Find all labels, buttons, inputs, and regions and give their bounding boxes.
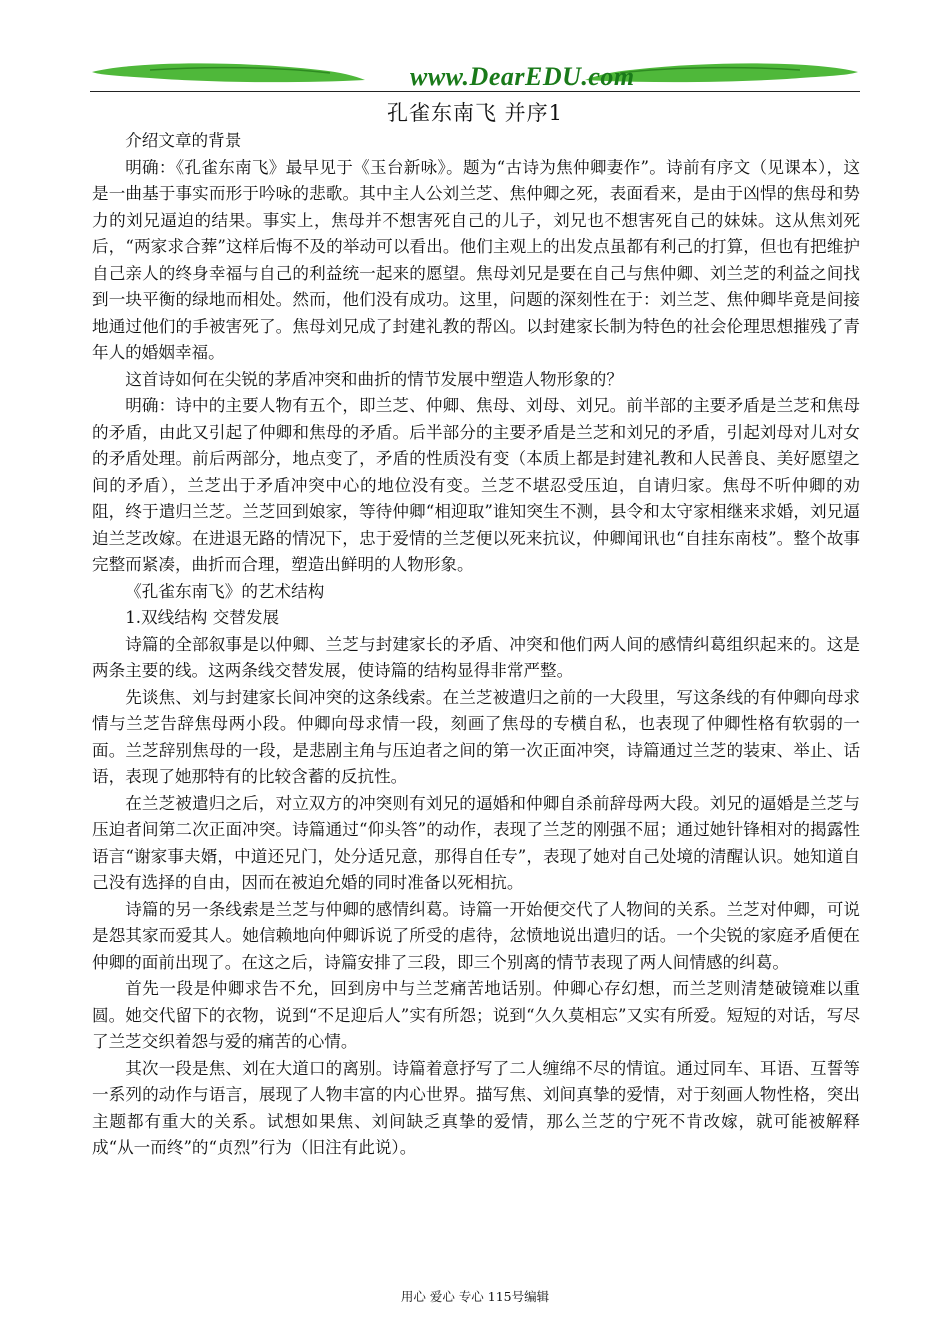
paragraph: 1.双线结构 交替发展 (125, 608, 280, 627)
paragraph: 诗篇的另一条线索是兰芝与仲卿的感情纠葛。诗篇一开始便交代了人物间的关系。兰芝对仲卿，可说是怨其家而爱其人。她信赖地向仲卿诉说了所受的虐待，忿愤地说出遣归的话。一个尖锐的家庭矛盾便在仲卿的面前出现了。在这之后，诗篇安排了三段，即三个别离的情节表现了两人间情感的纠葛。 (92, 899, 860, 972)
paragraph: 明确：《孔雀东南飞》最早见于《玉台新咏》。题为“古诗为焦仲卿妻作”。诗前有序文（见课本），这是一曲基于事实而形于吟咏的悲歌。其中主人公刘兰芝、焦仲卿之死，表面看来，是由于凶悍的焦母和势力的刘兄逼迫的结果。事实上，焦母并不想害死自己的儿子，刘兄也不想害死自己的妹妹。这从焦刘死后，“两家求合葬”这样后悔不及的举动可以看出。他们主观上的出发点虽都有利己的打算，但也有把维护自己亲人的终身幸福与自己的利益统一起来的愿望。焦母刘兄是要在自己与焦仲卿、刘兰芝的利益之间找到一块平衡的绿地而相处。然而，他们没有成功。这里，问题的深刻性在于：刘兰芝、焦仲卿毕竟是间接地通过他们的手被害死了。焦母刘兄成了封建礼教的帮凶。以封建家长制为特色的社会伦理思想摧残了青年人的婚姻幸福。 (92, 157, 860, 362)
document-body (92, 128, 860, 1162)
header-divider (90, 91, 860, 92)
document-title: 孔雀东南飞 并序1 (386, 101, 564, 125)
site-logo-text: www.DearEDU.com (410, 62, 635, 91)
paragraph: 诗篇的全部叙事是以仲卿、兰芝与封建家长的矛盾、冲突和他们两人间的感情纠葛组织起来的。这是两条主要的线。这两条线交替发展，使诗篇的结构显得非常严整。 (92, 634, 860, 680)
paragraph: 其次一段是焦、刘在大道口的离别。诗篇着意抒写了二人缠绵不尽的情谊。通过同车、耳语、互誓等一系列的动作与语言，展现了人物丰富的内心世界。描写焦、刘间真挚的爱情，对于刻画人物性格，突出主题都有重大的关系。试想如果焦、刘间缺乏真挚的爱情，那么兰芝的宁死不肯改嫁，就可能被解释成“从一而终”的“贞烈”行为（旧注有此说）。 (92, 1058, 860, 1157)
paragraph: 明确：诗中的主要人物有五个，即兰芝、仲卿、焦母、刘母、刘兄。前半部的主要矛盾是兰芝和焦母的矛盾，由此又引起了仲卿和焦母的矛盾。后半部分的主要矛盾是兰芝和刘兄的矛盾，引起刘母对儿对女的矛盾处理。前后两部分，地点变了，矛盾的性质没有变（本质上都是封建礼教和人民善良、美好愿望之间的矛盾），兰芝出于矛盾冲突中心的地位没有变。兰芝不堪忍受压迫，自请归家。焦母不听仲卿的劝阻，终于遣归兰芝。兰芝回到娘家，等待仲卿“相迎取”谁知突生不测，县令和太守家相继来求婚，刘兄逼迫兰芝改嫁。在进退无路的情况下，忠于爱情的兰芝便以死来抗议，仲卿闻讯也“自挂东南枝”。整个故事完整而紧凑，曲折而合理，塑造出鲜明的人物形象。 (92, 396, 860, 574)
paragraph: 在兰芝被遣归之后，对立双方的冲突则有刘兄的逼婚和仲卿自杀前辞母两大段。刘兄的逼婚是兰芝与压迫者间第二次正面冲突。诗篇通过“仰头答”的动作，表现了兰芝的刚强不屈；通过她针锋相对的揭露性语言“谢家事夫婿，中道还兄门，处分适兄意，那得自任专”，表现了她对自己处境的清醒认识。她知道自己没有选择的自由，因而在被迫允婚的同时准备以死相抗。 (92, 793, 860, 892)
paragraph: 介绍文章的背景 (125, 131, 242, 150)
site-header (90, 58, 860, 94)
paragraph: 《孔雀东南飞》的艺术结构 (125, 581, 325, 601)
paragraph: 首先一段是仲卿求告不允，回到房中与兰芝痛苦地话别。仲卿心存幻想，而兰芝则清楚破镜难以重圆。她交代留下的衣物，说到“不足迎后人”实有所怨；说到“久久莫相忘”又实有所爱。短短的对话，写尽了兰芝交织着怨与爱的痛苦的心情。 (92, 979, 860, 1051)
paragraph: 这首诗如何在尖锐的茅盾冲突和曲折的情节发展中塑造人物形象的？ (125, 369, 623, 389)
page-footer: 用心 爱心 专心 115号编辑 (400, 1289, 550, 1304)
paragraph: 先谈焦、刘与封建家长间冲突的这条线索。在兰芝被遣归之前的一大段里，写这条线的有仲卿向母求情与兰芝告辞焦母两小段。仲卿向母求情一段，刻画了焦母的专横自私，也表现了仲卿性格有软弱的一面。兰芝辞别焦母的一段，是悲剧主角与压迫者之间的第一次正面冲突，诗篇通过兰芝的装束、举止、话语，表现了她那特有的比较含蓄的反抗性。 (92, 687, 860, 786)
